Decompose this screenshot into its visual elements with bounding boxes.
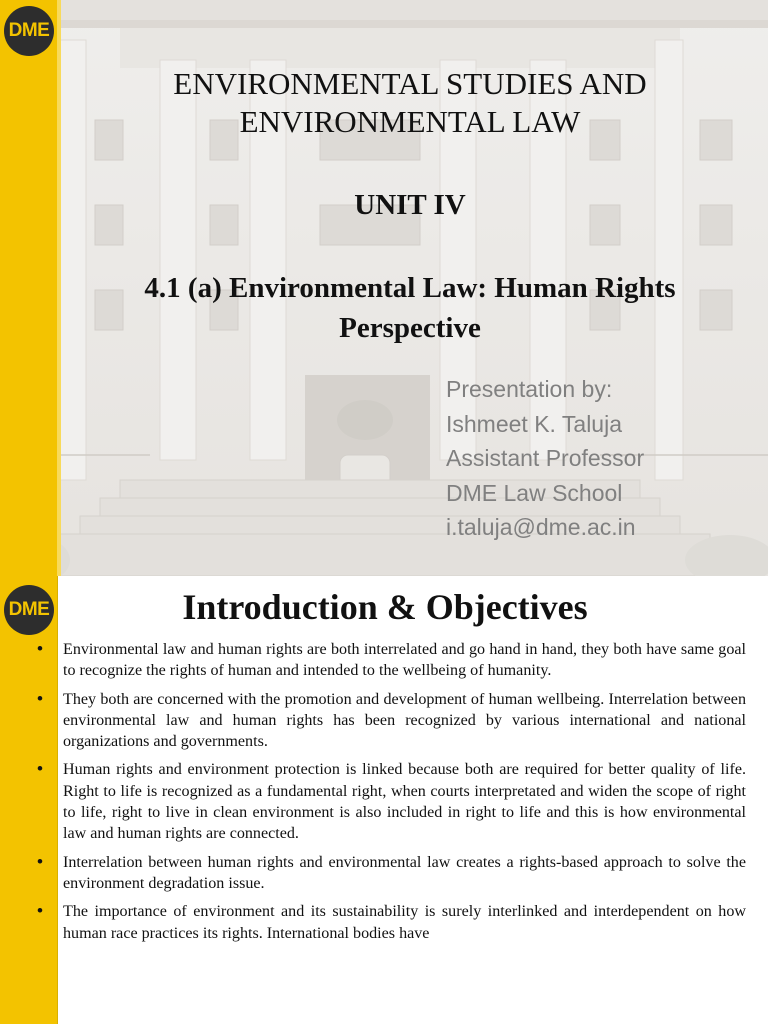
bullet-text: Human rights and environment protection is linked because both are required for better quality of life. Right to life is recognized as a fundamental right, when courts interpretated and widen the scope of right to life, right to live in clean environment is also included in right to life and this is how environmental law and human rights are connected.: [63, 761, 746, 843]
bullet-text: Interrelation between human rights and environmental law creates a rights-based approach to solve the environment degradation issue.: [63, 853, 746, 892]
bullet-icon: •: [37, 851, 43, 871]
slide-title: Introduction & Objectives: [182, 587, 588, 627]
bullet-icon: •: [37, 688, 43, 708]
yellow-side-stripe: [0, 0, 57, 576]
presenter-intro: Presentation by:: [446, 376, 613, 402]
list-item: [0, 852, 768, 895]
list-item: [0, 759, 768, 844]
slide-title-line-1: ENVIRONMENTAL STUDIES AND: [173, 66, 647, 101]
stripe-highlight: [57, 0, 61, 576]
bullet-icon: •: [37, 639, 43, 658]
slide-title-line-2: ENVIRONMENTAL LAW: [239, 104, 581, 139]
topic-heading-line-2: Perspective: [339, 312, 481, 344]
bullet-text: Environmental law and human rights are both interrelated and go hand in hand, they both have same goal to recognize the rights of human and intended to the wellbeing of humanity.: [63, 641, 746, 680]
presenter-institution: DME Law School: [446, 479, 623, 506]
introduction-slide: [0, 576, 768, 1024]
unit-heading: UNIT IV: [354, 189, 466, 221]
bullet-text: The importance of environment and its sustainability is surely interlinked and interdependent on how human race practices its rights. International bodies have: [63, 903, 746, 942]
presenter-designation: Assistant Professor: [446, 445, 645, 471]
presenter-name: Ishmeet K. Taluja: [446, 410, 623, 437]
presenter-email: i.taluja@dme.ac.in: [446, 514, 636, 540]
dme-logo: DME: [4, 6, 54, 56]
bullet-icon: •: [37, 759, 43, 779]
bullet-icon: •: [37, 901, 43, 921]
dme-logo: DME: [4, 585, 54, 635]
list-item: [0, 639, 768, 682]
list-item: [0, 901, 768, 944]
list-item: [0, 689, 768, 753]
presenter-block: [446, 372, 644, 545]
bullet-list: [0, 639, 768, 951]
topic-heading-line-1: 4.1 (a) Environmental Law: Human Rights: [144, 272, 676, 304]
bullet-text: They both are concerned with the promotion and development of human wellbeing. Interrelation between environmental law and human rights has been recognized by various international and national organizations and governments.: [63, 690, 746, 751]
